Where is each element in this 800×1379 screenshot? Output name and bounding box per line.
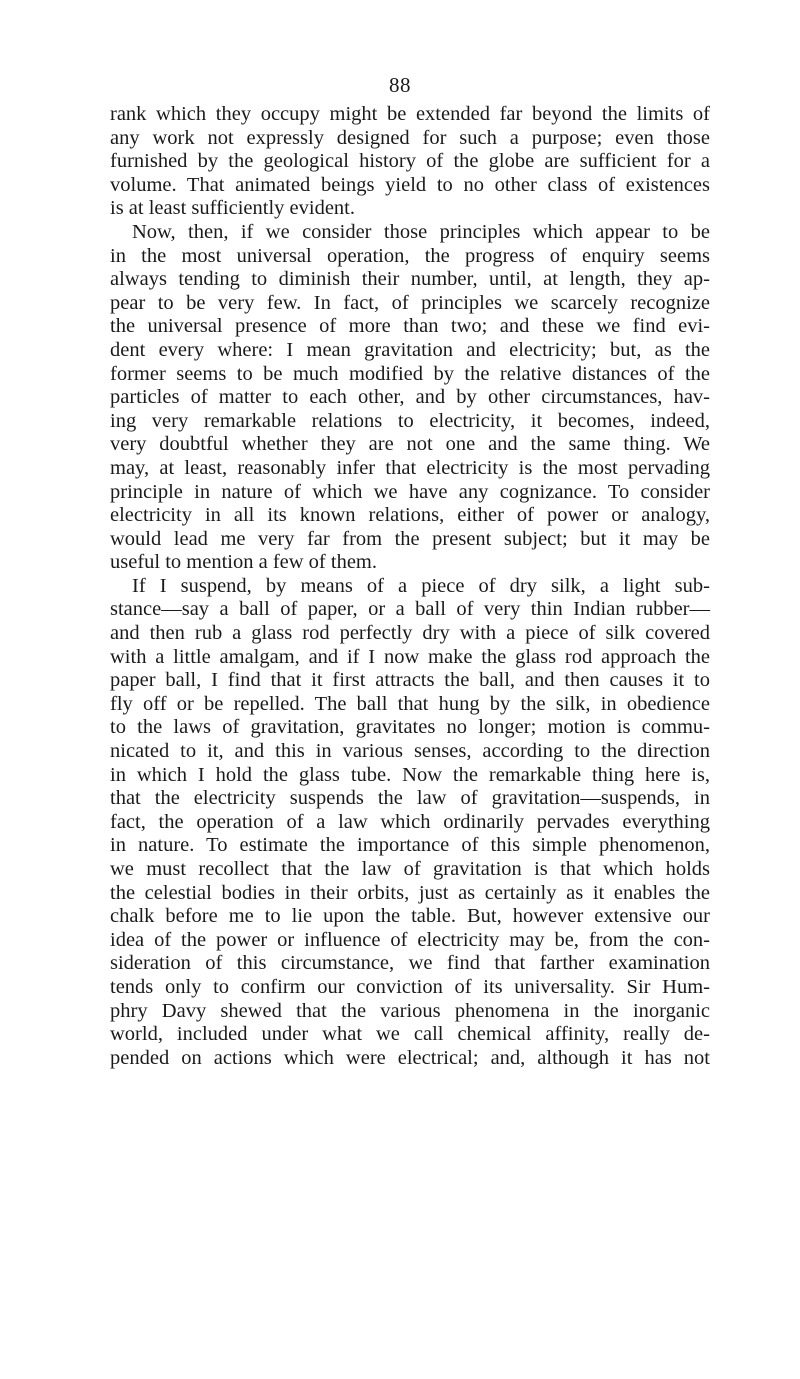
text-line: the universal presence of more than two; and these we find evi- — [110, 315, 710, 338]
text-line: rank which they occupy might be extended far beyond the limits of — [110, 103, 710, 125]
text-line: in nature. To estimate the importance of this simple phenomenon, — [110, 834, 710, 857]
text-line: very doubtful whether they are not one and the same thing. We — [110, 433, 710, 456]
text-line: stance—say a ball of paper, or a ball of very thin Indian rubber— — [110, 598, 710, 621]
text-line: is at least sufficiently evident. — [110, 197, 355, 220]
text-line: electricity in all its known relations, either of power or analogy, — [110, 504, 710, 527]
text-line: chalk before me to lie upon the table. But, however extensive our — [110, 905, 710, 928]
text-line: ing very remarkable relations to electricity, it becomes, indeed, — [110, 409, 710, 432]
text-line: fact, the operation of a law which ordinarily pervades everything — [110, 810, 710, 833]
page-number: 88 — [389, 73, 411, 97]
text-line: that the electricity suspends the law of gravitation—suspends, in — [110, 787, 710, 810]
text-line: always tending to diminish their number, until, at length, they ap- — [110, 268, 710, 291]
text-line: Now, then, if we consider those principles which appear to be — [132, 220, 710, 243]
text-line: tends only to confirm our conviction of its universality. Sir Hum- — [110, 975, 710, 998]
text-line: and then rub a glass rod perfectly dry with a piece of silk covered — [110, 622, 710, 645]
text-line: dent every where: I mean gravitation and electricity; but, as the — [110, 338, 710, 361]
text-line: in which I hold the glass tube. Now the remarkable thing here is, — [110, 763, 710, 786]
text-line: former seems to be much modified by the relative distances of the — [110, 362, 710, 385]
text-line: fly off or be repelled. The ball that hung by the silk, in obedience — [110, 692, 710, 715]
text-line: particles of matter to each other, and by other circumstances, hav- — [110, 386, 710, 409]
text-line: furnished by the geological history of the globe are sufficient for a — [110, 150, 710, 173]
text-line: If I suspend, by means of a piece of dry silk, a light sub- — [132, 574, 710, 597]
body-text — [110, 103, 710, 1070]
text-line: pear to be very few. In fact, of principles we scarcely recognize — [110, 291, 710, 314]
text-line: sideration of this circumstance, we find that farther examination — [110, 952, 710, 975]
text-line: we must recollect that the law of gravitation is that which holds — [110, 858, 710, 880]
text-line: volume. That animated beings yield to no other class of existences — [110, 173, 710, 196]
text-line: any work not expressly designed for such a purpose; even those — [110, 126, 710, 149]
text-line: the celestial bodies in their orbits, just as certainly as it enables the — [110, 881, 710, 904]
text-line: useful to mention a few of them. — [110, 551, 378, 574]
text-line: pended on actions which were electrical; and, although it has not — [110, 1046, 710, 1069]
text-line: paper ball, I find that it first attracts the ball, and then causes it to — [110, 669, 710, 692]
text-line: to the laws of gravitation, gravitates no longer; motion is commu- — [110, 716, 710, 739]
text-line: may, at least, reasonably infer that electricity is the most pervading — [110, 456, 710, 479]
text-line: idea of the power or influence of electricity may be, from the con- — [110, 928, 710, 951]
text-line: with a little amalgam, and if I now make the glass rod approach the — [110, 645, 710, 668]
text-line: phry Davy shewed that the various phenomena in the inorganic — [110, 999, 710, 1022]
text-line: nicated to it, and this in various senses, according to the direction — [110, 740, 710, 763]
text-line: would lead me very far from the present subject; but it may be — [110, 527, 710, 550]
text-line: world, included under what we call chemical affinity, really de- — [110, 1023, 710, 1046]
text-line: principle in nature of which we have any cognizance. To consider — [110, 480, 710, 503]
text-line: in the most universal operation, the progress of enquiry seems — [110, 244, 710, 267]
